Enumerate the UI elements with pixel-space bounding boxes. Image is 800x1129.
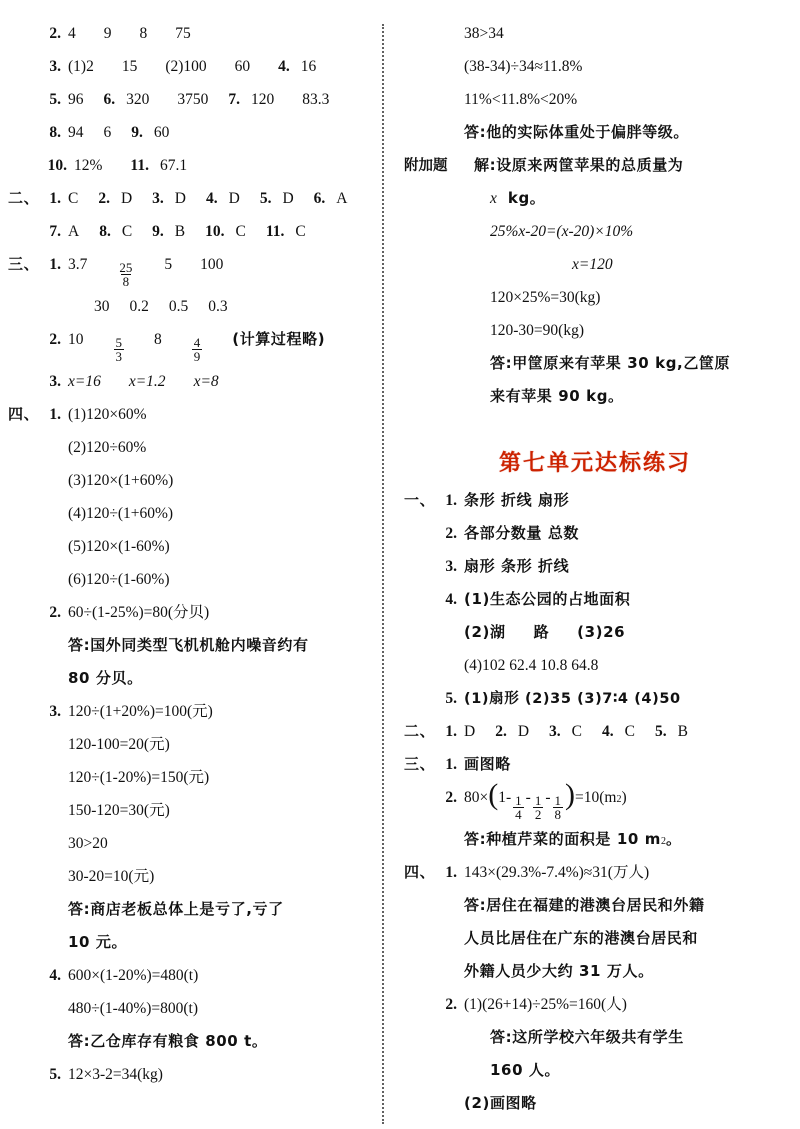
answer-body: 150-120=30(元) — [68, 802, 170, 819]
item-number: 1. — [49, 406, 61, 423]
value: (2)湖 — [464, 623, 506, 641]
value: 8 — [154, 331, 162, 348]
item-number: 4. — [445, 591, 457, 608]
page-title: 第七单元达标练习 — [498, 451, 691, 476]
answer-body: 38>34 — [464, 25, 504, 42]
answer-body: (1)(26+14)÷25%=160(人) — [464, 996, 627, 1013]
answer-body — [464, 832, 682, 847]
answer-body — [68, 92, 329, 108]
answer-line — [404, 865, 786, 898]
answer-line — [8, 224, 374, 257]
item-number: 4. — [49, 967, 61, 984]
item-number: 10. — [47, 157, 67, 174]
answer-text: 解:设原来两筐苹果的总质量为 — [474, 156, 684, 174]
item-number: 2. — [98, 190, 110, 207]
answer-line — [404, 757, 786, 790]
value: 75 — [175, 25, 191, 42]
item-number: 2. — [49, 604, 61, 621]
value: 10 — [68, 331, 84, 348]
value: 320 — [126, 91, 150, 108]
equation: x=8 — [193, 373, 219, 390]
answer-line — [8, 836, 374, 869]
item-number: 3. — [445, 558, 457, 575]
answer-body: 480÷(1-40%)=800(t) — [68, 1000, 199, 1017]
answer-body: 120×25%=30(kg) — [490, 289, 601, 306]
answer-body: (1)120×60% — [68, 406, 147, 423]
answer-line — [8, 704, 374, 737]
value: 12% — [74, 157, 103, 174]
answer-line — [8, 191, 374, 224]
equation: x=1.2 — [128, 373, 166, 390]
formula: 80× ( 1 - $\frac{1}{4}$ - $\frac{1}{2}$ - $\frac{1}{8}$ ) =10(m 2 ) — [464, 778, 627, 823]
answer-line — [404, 224, 786, 257]
answer-body: (4)120÷(1+60%) — [68, 505, 174, 522]
answer-line — [8, 968, 374, 1001]
item-number: 4. — [278, 58, 290, 75]
answer-line — [8, 26, 374, 59]
fraction — [114, 336, 125, 364]
answer-line — [8, 506, 374, 539]
item-number: 1. — [445, 723, 457, 740]
value: 15 — [121, 58, 138, 75]
item-number: 9. — [152, 223, 164, 240]
answer-line — [404, 125, 786, 158]
operator: - — [525, 789, 531, 806]
item-number: 1. — [445, 864, 457, 881]
exponent: 2 — [616, 794, 622, 805]
value: 60 — [153, 124, 170, 141]
answer-line — [404, 1030, 786, 1063]
answer-body: 120÷(1+20%)=100(元) — [68, 703, 213, 720]
answer-text: 答:他的实际体重处于偏胖等级。 — [464, 123, 689, 141]
item-number: 2. — [49, 25, 61, 42]
answer-text: 扇形 条形 折线 — [464, 557, 570, 575]
value: 120 — [251, 91, 275, 108]
answer-line — [404, 493, 786, 526]
denominator: 4 — [515, 807, 522, 823]
value: =10(m — [575, 789, 617, 806]
numerator: 1 — [515, 793, 522, 808]
item-number: 3. — [49, 373, 61, 390]
section-marker-three: 三、 — [404, 755, 436, 773]
answer-text: 答:国外同类型飞机机舱内噪音约有 — [68, 636, 309, 654]
exponent: 2 — [660, 836, 666, 847]
note: (计算过程略) — [232, 330, 326, 348]
left-column — [0, 0, 382, 1128]
value: D — [282, 190, 294, 207]
answer-line — [8, 440, 374, 473]
answer-body: 600×(1-20%)=480(t) — [68, 967, 199, 984]
equation: x=16 — [68, 373, 101, 390]
answer-body: (3)120×(1+60%) — [68, 472, 174, 489]
answer-line — [404, 691, 786, 724]
value: 94 — [68, 124, 84, 141]
item-number: 3. — [549, 723, 561, 740]
answer-body — [68, 26, 191, 42]
numerator: 5 — [115, 335, 122, 350]
value: ) — [621, 789, 627, 806]
answer-body — [68, 256, 224, 290]
fraction — [513, 794, 524, 822]
answer-line — [404, 526, 786, 559]
answer-text: (1)生态公园的占地面积 — [464, 590, 631, 608]
answer-body: 30>20 — [68, 835, 108, 852]
item-number: 3. — [152, 190, 164, 207]
answer-line — [8, 374, 374, 407]
item-number: 5. — [259, 190, 272, 207]
item-number: 5. — [445, 690, 457, 707]
answer-body — [464, 724, 688, 740]
value: C — [68, 190, 79, 207]
operator: - — [506, 789, 512, 806]
answer-line — [8, 158, 374, 191]
value: 67.1 — [159, 157, 188, 174]
item-number: 1. — [445, 492, 457, 509]
item-number: 9. — [131, 124, 143, 141]
numerator: 25 — [119, 260, 133, 275]
section-marker-four: 四、 — [8, 405, 40, 423]
answer-line — [404, 356, 786, 389]
value: (3)26 — [577, 623, 626, 641]
answer-body: 120-100=20(元) — [68, 736, 170, 753]
answer-line — [404, 625, 786, 658]
answer-line — [404, 832, 786, 865]
answer-line — [8, 125, 374, 158]
answer-body: 30-20=10(元) — [68, 868, 155, 885]
answer-text: 160 人。 — [490, 1061, 561, 1079]
numerator: 1 — [534, 793, 542, 808]
answer-line — [404, 997, 786, 1030]
numerator: 4 — [193, 335, 201, 350]
value: 9 — [103, 25, 112, 42]
item-number: 5. — [654, 723, 667, 740]
answer-text: 答:种植芹菜的面积是 10 m — [464, 830, 661, 848]
section-marker-two: 二、 — [404, 722, 436, 740]
answer-body: 143×(29.3%-7.4%)≈31(万人) — [464, 864, 650, 881]
answer-body — [464, 191, 545, 207]
answer-line — [8, 59, 374, 92]
denominator: 3 — [115, 349, 122, 365]
period: 。 — [665, 830, 682, 848]
fraction — [117, 261, 134, 289]
item-number: 7. — [49, 223, 61, 240]
answer-line — [404, 158, 786, 191]
denominator: 8 — [554, 807, 562, 823]
answer-line — [8, 572, 374, 605]
item-number: 1. — [49, 256, 61, 273]
answer-line — [8, 257, 374, 299]
item-number: 4. — [206, 190, 218, 207]
answer-text: 答:这所学校六年级共有学生 — [490, 1028, 684, 1046]
answer-line — [8, 1034, 374, 1067]
unit: kg。 — [507, 189, 546, 207]
answer-text: 答:居住在福建的港澳台居民和外籍 — [464, 896, 705, 914]
answer-line — [8, 92, 374, 125]
equation: x=120 — [572, 256, 613, 273]
value: 0.5 — [168, 298, 189, 315]
fraction — [192, 336, 203, 364]
answer-body — [464, 625, 625, 640]
section-marker-two: 二、 — [8, 189, 40, 207]
answer-line — [404, 658, 786, 691]
denominator: 2 — [534, 807, 542, 823]
item-number: 8. — [49, 124, 61, 141]
answer-line — [8, 803, 374, 836]
answer-body — [68, 125, 169, 141]
value: (2)100 — [165, 58, 207, 75]
value: 4 — [68, 25, 76, 42]
variable: x — [490, 190, 497, 207]
answer-line — [404, 724, 786, 757]
item-number: 4. — [602, 723, 614, 740]
answer-body: 11%<11.8%<20% — [464, 91, 578, 108]
answer-line — [8, 935, 374, 968]
value: 30 — [94, 298, 110, 315]
numerator: 1 — [554, 793, 562, 808]
answer-line — [8, 671, 374, 704]
right-column — [382, 0, 800, 1128]
answer-text: 答:商店老板总体上是亏了,亏了 — [68, 900, 284, 918]
answer-body: (6)120÷(1-60%) — [68, 571, 170, 588]
value: 6 — [103, 124, 112, 141]
equation: 25%x-20=(x-20)×10% — [490, 223, 634, 240]
answer-text: 答:乙仓库存有粮食 800 t。 — [68, 1032, 268, 1050]
item-number: 6. — [103, 91, 116, 108]
answer-line — [8, 299, 374, 332]
answer-body: 12×3-2=34(kg) — [68, 1066, 163, 1083]
value: C — [235, 223, 246, 240]
answer-text: 画图略 — [464, 755, 511, 773]
item-number: 2. — [445, 996, 457, 1013]
answer-body: (38-34)÷34≈11.8% — [464, 58, 583, 75]
answer-line — [8, 1067, 374, 1100]
answer-line — [8, 770, 374, 803]
answer-body: 120÷(1-20%)=150(元) — [68, 769, 210, 786]
value: D — [120, 190, 133, 207]
value: D — [228, 190, 240, 207]
answer-text: 条形 折线 扇形 — [464, 491, 570, 509]
answer-line — [8, 737, 374, 770]
answer-body: 60÷(1-25%)=80(分贝) — [68, 604, 210, 621]
answer-line — [8, 638, 374, 671]
answer-line — [404, 290, 786, 323]
answer-text: 各部分数量 总数 — [464, 524, 580, 542]
value: C — [121, 223, 133, 240]
value: 16 — [300, 58, 317, 75]
answer-body: (4)102 62.4 10.8 64.8 — [464, 657, 599, 674]
answer-line — [404, 778, 786, 832]
value: 83.3 — [302, 91, 330, 108]
value: 3750 — [177, 91, 209, 108]
answer-text: 80 分贝。 — [68, 669, 143, 687]
answer-line — [8, 1001, 374, 1034]
answer-line — [8, 407, 374, 440]
item-number: 2. — [445, 525, 457, 542]
value: (1)2 — [68, 58, 94, 75]
answer-text: 来有苹果 90 kg。 — [490, 387, 624, 405]
value: C — [624, 723, 635, 740]
answer-body — [74, 158, 187, 174]
item-number: 11. — [130, 157, 149, 174]
answer-line — [8, 902, 374, 935]
answer-body — [68, 191, 347, 207]
answer-body — [68, 224, 306, 240]
answer-line — [404, 931, 786, 964]
answer-line — [404, 592, 786, 625]
value: D — [517, 723, 530, 740]
answer-line — [404, 389, 786, 422]
item-number: 3. — [49, 703, 61, 720]
item-number: 2. — [49, 331, 61, 348]
item-number: 2. — [445, 789, 457, 806]
answer-text: 答:甲筐原来有苹果 30 kg,乙筐原 — [490, 354, 731, 372]
answer-line — [8, 539, 374, 572]
item-number: 7. — [228, 91, 240, 108]
value: 100 — [200, 256, 224, 273]
item-number: 1. — [49, 190, 61, 207]
fraction — [533, 794, 544, 822]
item-number: 10. — [205, 223, 225, 240]
fraction — [553, 794, 564, 822]
answer-body: 120-30=90(kg) — [490, 322, 584, 339]
answer-body — [68, 299, 228, 315]
answer-line — [404, 1063, 786, 1096]
answer-line — [8, 869, 374, 902]
value: 80× — [464, 789, 489, 806]
value: 0.2 — [129, 298, 149, 315]
answer-line — [404, 257, 786, 290]
value: 0.3 — [208, 298, 228, 315]
value: 60 — [234, 58, 251, 75]
answer-line — [8, 605, 374, 638]
section-marker-four: 四、 — [404, 863, 436, 881]
value: 96 — [68, 91, 84, 108]
answer-line — [404, 898, 786, 931]
item-number: 3. — [49, 58, 61, 75]
item-number: 1. — [445, 756, 457, 773]
item-number: 11. — [265, 223, 285, 240]
value: 路 — [533, 623, 550, 641]
section-marker-three: 三、 — [8, 255, 40, 273]
value: C — [571, 723, 582, 740]
answer-text: 人员比居住在广东的港澳台居民和 — [464, 929, 699, 947]
answer-text: 外籍人员少大约 31 万人。 — [464, 962, 654, 980]
value: 8 — [139, 25, 148, 42]
answer-line — [404, 1096, 786, 1129]
item-number: 2. — [495, 723, 507, 740]
item-number: 6. — [313, 190, 326, 207]
answer-line — [8, 332, 374, 374]
answer-text: 10 元。 — [68, 933, 128, 951]
item-number: 8. — [99, 223, 111, 240]
answer-line — [404, 964, 786, 997]
item-number: 5. — [49, 1066, 61, 1083]
value: B — [677, 723, 688, 740]
value: B — [174, 223, 186, 240]
answer-text: (2)画图略 — [464, 1094, 537, 1112]
answer-line — [404, 191, 786, 224]
answer-line — [404, 26, 786, 59]
value: 1 — [498, 789, 506, 806]
denominator: 8 — [122, 274, 130, 290]
operator: - — [545, 789, 551, 806]
value: D — [464, 723, 476, 740]
value: A — [336, 190, 348, 207]
value: A — [68, 223, 80, 240]
answer-line — [404, 559, 786, 592]
answer-line — [404, 59, 786, 92]
section-marker-one: 一、 — [404, 491, 436, 509]
denominator: 9 — [193, 349, 201, 365]
value: 5 — [164, 256, 173, 273]
answer-body — [68, 330, 326, 365]
value: C — [295, 223, 306, 240]
answer-body: (2)120÷60% — [68, 439, 147, 456]
answer-line — [404, 323, 786, 356]
item-number: 5. — [49, 91, 61, 108]
value: 3.7 — [68, 256, 88, 273]
answer-body — [68, 59, 316, 75]
answer-text: (1)扇形 (2)35 (3)7∶4 (4)50 — [464, 691, 681, 707]
answer-body — [68, 374, 219, 390]
answer-line — [8, 473, 374, 506]
bonus-question-label: 附加题 — [404, 158, 448, 174]
value: D — [174, 190, 186, 207]
answer-body: (5)120×(1-60%) — [68, 538, 170, 555]
answer-line — [404, 92, 786, 125]
